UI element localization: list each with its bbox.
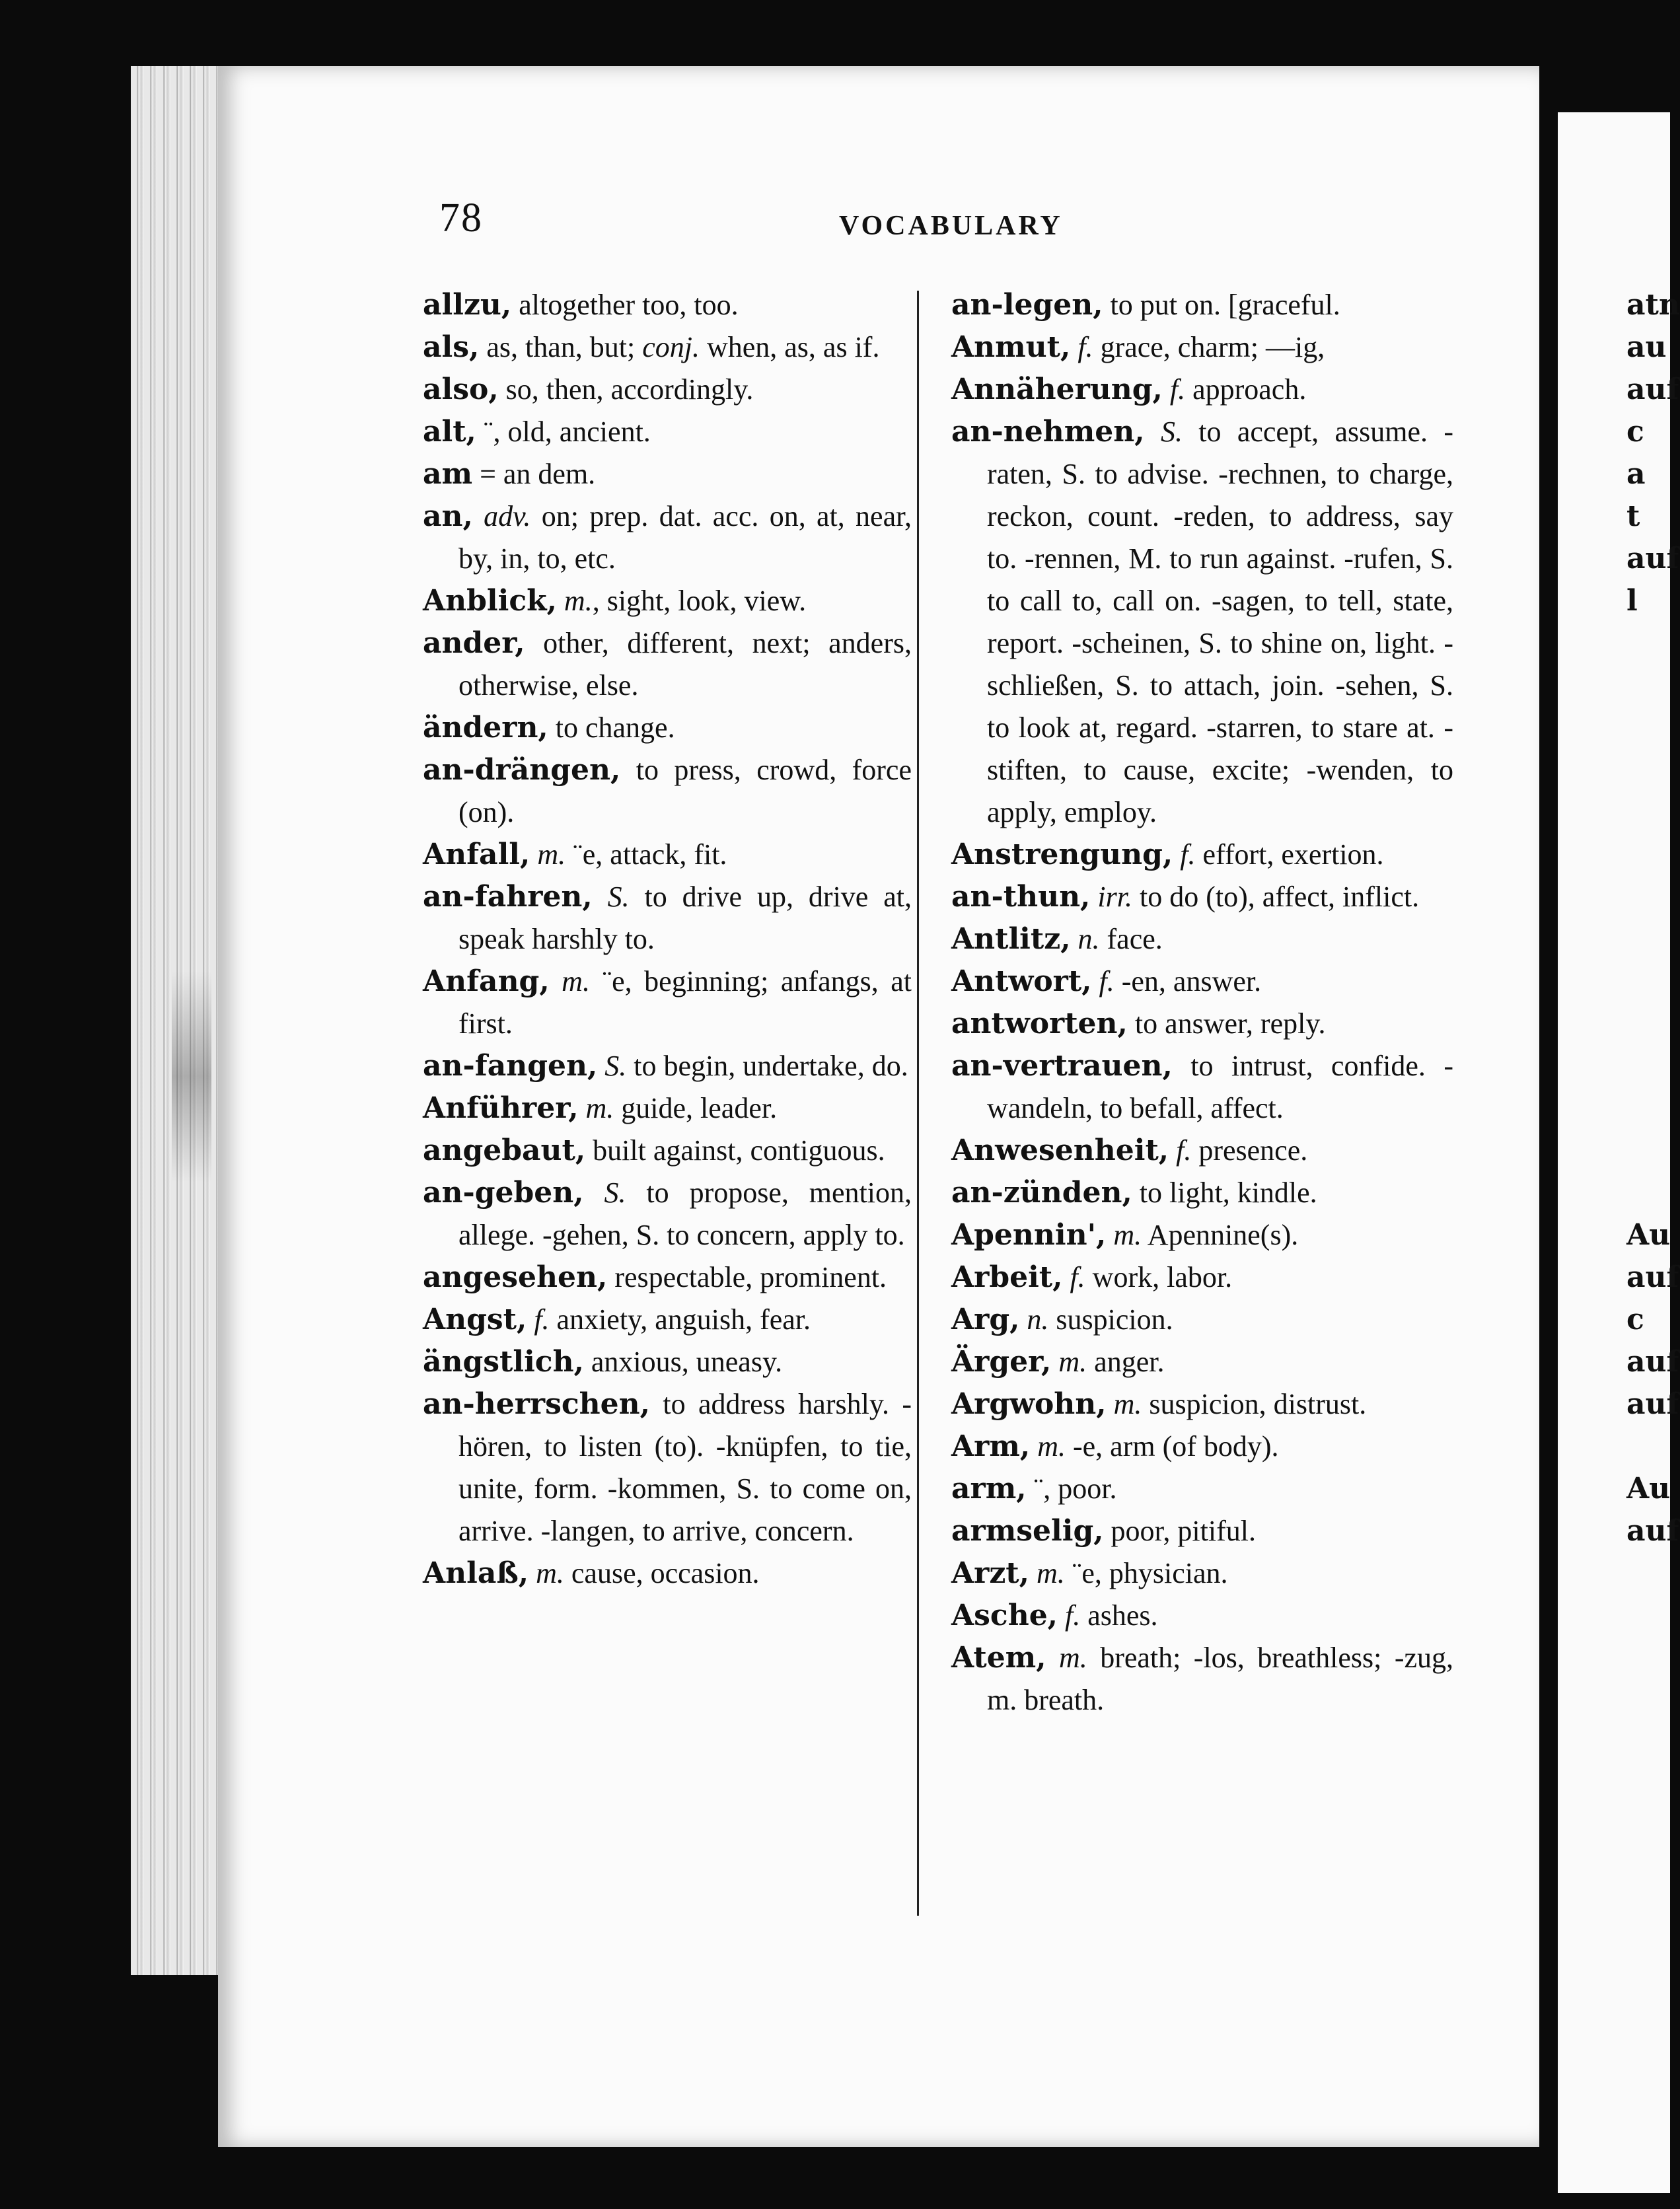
vocab-entry xyxy=(951,1003,1453,1045)
grammar-label: f. xyxy=(1180,838,1196,871)
definition-rest: work, labor. xyxy=(1085,1261,1233,1293)
definition: = an dem. xyxy=(472,458,596,490)
definition xyxy=(1030,1430,1037,1463)
definition xyxy=(550,965,562,997)
definition xyxy=(1029,1557,1037,1589)
adjacent-fragment: a xyxy=(1626,457,1646,491)
headword: alt, xyxy=(423,415,476,449)
definition-rest: cause, occasion. xyxy=(564,1557,760,1589)
definition-rest: to do (to), affect, inflict. xyxy=(1132,881,1420,913)
column-divider xyxy=(917,291,919,1916)
adjacent-fragment xyxy=(1626,665,1667,707)
headword: antworten, xyxy=(951,1007,1128,1040)
adjacent-fragment: auf xyxy=(1626,1345,1679,1379)
definition: to intrust, confide. -wandeln, to befall, affect. xyxy=(987,1050,1453,1124)
definition-rest: suspicion. xyxy=(1048,1303,1173,1336)
vocab-entry xyxy=(951,1510,1453,1552)
grammar-label: f. xyxy=(1077,331,1093,363)
vocab-entry xyxy=(423,1045,912,1087)
headword: Annäherung, xyxy=(951,373,1163,406)
vocab-entry xyxy=(951,326,1453,369)
headword: Anstrengung, xyxy=(951,838,1173,871)
definition xyxy=(1169,1134,1176,1167)
vocab-entry xyxy=(423,1552,912,1595)
headword: ander, xyxy=(423,626,525,660)
definition-rest: to begin, undertake, do. xyxy=(626,1050,908,1082)
definition-rest: grace, charm; —ig, xyxy=(1093,331,1325,363)
definition-rest: , sight, look, view. xyxy=(592,585,807,617)
vocab-entry xyxy=(423,1130,912,1172)
definition: so, then, accordingly. xyxy=(498,373,754,406)
definition-rest: ¨e, physician. xyxy=(1064,1557,1228,1589)
headword: Atem, xyxy=(951,1641,1046,1675)
headword: Anwesenheit, xyxy=(951,1134,1169,1167)
vocab-entry xyxy=(951,834,1453,876)
vocab-entry xyxy=(423,326,912,369)
grammar-label: adv. xyxy=(484,500,531,532)
definition: to light, kindle. xyxy=(1132,1177,1317,1209)
adjacent-fragment: auf xyxy=(1626,542,1679,575)
headword: ängstlich, xyxy=(423,1345,584,1379)
headword: an, xyxy=(423,499,473,533)
vocab-entry xyxy=(423,411,912,453)
definition-rest: to propose, mention, allege. -gehen, S. to concern, apply to. xyxy=(458,1177,912,1251)
vocab-entry xyxy=(951,1341,1453,1383)
grammar-label: m. xyxy=(1037,1430,1066,1463)
vocab-entry xyxy=(423,876,912,960)
definition-rest: to accept, assume. -raten, S. to advise. -rechnen, to charge, reckon, count. -reden, to address, say to. -rennen, M. to run against. -rufen, S. to call to, call on. -sagen, to tell, state, report. -scheinen, S. to shine on, light. -schließen, S. to attach, join. -sehen, S. to look at, regard. -starren, to stare at. -stiften, to cause, excite; -wenden, to apply, employ. xyxy=(987,416,1453,828)
adjacent-fragment xyxy=(1626,749,1667,791)
definition: respectable, prominent. xyxy=(607,1261,887,1293)
headword: an-thun, xyxy=(951,880,1091,914)
definition: to address harshly. -hören, to listen (to). -knüpfen, to tie, unite, form. -kommen, S. to come on, arrive. -langen, to arrive, concern. xyxy=(458,1388,912,1547)
headword: Anmut, xyxy=(951,330,1071,364)
adjacent-fragment xyxy=(1626,791,1667,834)
headword: armselig, xyxy=(951,1514,1104,1548)
headword: Arm, xyxy=(951,1430,1031,1463)
grammar-label: f. xyxy=(1065,1599,1081,1632)
vocab-entry xyxy=(951,1468,1453,1510)
headword: an-fangen, xyxy=(423,1049,598,1083)
definition xyxy=(1107,1388,1114,1420)
definition xyxy=(1070,331,1077,363)
headword: angebaut, xyxy=(423,1134,586,1167)
headword: also, xyxy=(423,373,499,406)
definition: to change. xyxy=(548,711,675,744)
headword: Antlitz, xyxy=(951,922,1071,956)
headword: an-nehmen, xyxy=(951,415,1145,449)
headword: Arg, xyxy=(951,1303,1020,1336)
adjacent-fragment: l xyxy=(1626,584,1638,618)
definition xyxy=(1051,1346,1058,1378)
vocab-entry xyxy=(423,622,912,707)
grammar-label: m. xyxy=(537,838,566,871)
vocab-entry xyxy=(951,1045,1453,1130)
vocab-entry xyxy=(951,1426,1453,1468)
page-number: 78 xyxy=(439,196,483,240)
vocab-entry xyxy=(951,1130,1453,1172)
definition xyxy=(1163,373,1170,406)
vocab-entry xyxy=(951,1256,1453,1299)
definition-rest: guide, leader. xyxy=(614,1092,778,1124)
grammar-label: irr. xyxy=(1097,881,1132,913)
definition-rest: ashes. xyxy=(1080,1599,1158,1632)
definition xyxy=(1071,923,1078,955)
headword: ändern, xyxy=(423,711,548,744)
definition: other, different, next; anders, otherwise, else. xyxy=(458,627,912,702)
definition xyxy=(1145,416,1161,448)
adjacent-fragment: Au xyxy=(1626,1472,1671,1505)
vocab-entry xyxy=(951,284,1453,326)
grammar-label: conj. xyxy=(642,331,700,363)
definition: to press, crowd, force (on). xyxy=(458,754,912,828)
vocab-entry xyxy=(423,580,912,622)
grammar-label: m. xyxy=(1058,1346,1087,1378)
definition-rest: ¨e, attack, fit. xyxy=(566,838,727,871)
definition-rest: -e, arm (of body). xyxy=(1065,1430,1279,1463)
definition: anxious, uneasy. xyxy=(583,1346,783,1378)
headword: an-zünden, xyxy=(951,1176,1132,1210)
grammar-label: m. xyxy=(1036,1557,1065,1589)
definition xyxy=(593,881,608,913)
definition-rest: to drive up, drive at, speak harshly to. xyxy=(458,881,912,955)
headword: Angst, xyxy=(423,1303,527,1336)
definition xyxy=(579,1092,586,1124)
adjacent-fragment xyxy=(1626,918,1667,960)
definition: ¨, poor. xyxy=(1026,1472,1117,1505)
vocab-entry xyxy=(951,1214,1453,1256)
grammar-label: S. xyxy=(607,881,630,913)
vocab-entry xyxy=(951,369,1453,411)
definition xyxy=(584,1177,604,1209)
definition-rest: breath; -los, breathless; -zug, m. breath. xyxy=(987,1642,1453,1716)
headword: an-herrschen, xyxy=(423,1387,650,1421)
adjacent-fragment xyxy=(1626,1130,1667,1172)
adjacent-fragment xyxy=(1626,1087,1667,1130)
definition: built against, contiguous. xyxy=(585,1134,885,1167)
headword: arm, xyxy=(951,1472,1027,1505)
definition xyxy=(1019,1303,1027,1336)
edge-stain xyxy=(172,971,211,1182)
headword: Anfall, xyxy=(423,838,530,871)
vocab-entry xyxy=(423,1172,912,1256)
vocab-entry xyxy=(951,1299,1453,1341)
vocab-entry xyxy=(951,1595,1453,1637)
adjacent-fragment: c xyxy=(1626,415,1644,449)
headword: Asche, xyxy=(951,1599,1058,1632)
adjacent-fragment: au xyxy=(1626,330,1667,364)
headword: Arzt, xyxy=(951,1556,1029,1590)
definition: poor, pitiful. xyxy=(1103,1515,1256,1547)
adjacent-fragment xyxy=(1626,1426,1667,1468)
adjacent-fragment xyxy=(1626,707,1667,749)
adjacent-fragment xyxy=(1626,1003,1667,1045)
headword: Argwohn, xyxy=(951,1387,1107,1421)
grammar-label: S. xyxy=(604,1177,626,1209)
definition-rest: ¨e, beginning; anfangs, at first. xyxy=(458,965,912,1040)
definition-rest: presence. xyxy=(1191,1134,1308,1167)
definition-rest: effort, exertion. xyxy=(1195,838,1384,871)
grammar-label: f. xyxy=(1169,373,1186,406)
headword: angesehen, xyxy=(423,1260,608,1294)
vocab-entry xyxy=(423,1383,912,1552)
adjacent-page-fragments xyxy=(1626,284,1680,1552)
definition: ¨, old, ancient. xyxy=(476,416,651,448)
vocab-entry xyxy=(951,1172,1453,1214)
vocab-entry xyxy=(951,1383,1453,1426)
vocab-entry xyxy=(423,369,912,411)
definition xyxy=(1173,838,1180,871)
grammar-label: n. xyxy=(1027,1303,1049,1336)
headword: Anfang, xyxy=(423,964,550,998)
adjacent-fragment: atn xyxy=(1626,288,1680,322)
headword: Anlaß, xyxy=(423,1556,529,1590)
vocab-entry xyxy=(951,960,1453,1003)
definition xyxy=(473,500,484,532)
definition-rest: when, as, as if. xyxy=(699,331,880,363)
definition: altogether too, too. xyxy=(511,289,739,321)
definition-rest: anxiety, anguish, fear. xyxy=(549,1303,811,1336)
definition xyxy=(597,1050,604,1082)
definition xyxy=(1058,1599,1065,1632)
definition xyxy=(530,838,537,871)
vocab-entry xyxy=(423,749,912,834)
headword: Arbeit, xyxy=(951,1260,1063,1294)
adjacent-fragment xyxy=(1626,834,1667,876)
definition xyxy=(1090,881,1097,913)
vocab-entry xyxy=(423,1299,912,1341)
grammar-label: m. xyxy=(562,965,590,997)
grammar-label: m. xyxy=(1113,1388,1142,1420)
definition xyxy=(527,1303,534,1336)
vocab-entry xyxy=(423,495,912,580)
definition xyxy=(1092,965,1099,997)
vocab-entry xyxy=(423,707,912,749)
adjacent-fragment xyxy=(1626,960,1667,1003)
definition xyxy=(529,1557,536,1589)
right-column xyxy=(951,284,1453,1721)
definition xyxy=(1046,1642,1059,1674)
running-head: VOCABULARY xyxy=(839,211,1063,241)
adjacent-fragment: auf xyxy=(1626,1514,1679,1548)
adjacent-fragment: Au xyxy=(1626,1218,1671,1252)
vocab-entry xyxy=(423,960,912,1045)
headword: Apennin', xyxy=(951,1218,1107,1252)
vocab-entry xyxy=(423,1087,912,1130)
grammar-label: m. xyxy=(1113,1219,1142,1251)
definition-rest: face. xyxy=(1099,923,1163,955)
adjacent-fragment xyxy=(1626,1172,1667,1214)
headword: an-fahren, xyxy=(423,880,593,914)
grammar-label: m. xyxy=(536,1557,564,1589)
adjacent-fragment: auf xyxy=(1626,1387,1679,1421)
adjacent-fragment xyxy=(1626,1045,1667,1087)
definition xyxy=(1106,1219,1113,1251)
vocab-entry xyxy=(951,411,1453,834)
vocab-entry xyxy=(951,876,1453,918)
headword: an-vertrauen, xyxy=(951,1049,1173,1083)
vocab-entry xyxy=(423,284,912,326)
definition-rest: Apennine(s). xyxy=(1142,1219,1299,1251)
grammar-label: S. xyxy=(1160,416,1183,448)
vocab-entry xyxy=(951,1637,1453,1721)
vocab-entry xyxy=(423,1256,912,1299)
grammar-label: f. xyxy=(1070,1261,1085,1293)
headword: an-legen, xyxy=(951,288,1103,322)
vocab-entry xyxy=(423,834,912,876)
vocab-entry xyxy=(951,918,1453,960)
adjacent-fragment: t xyxy=(1626,499,1640,533)
grammar-label: m. xyxy=(585,1092,614,1124)
adjacent-fragment: c xyxy=(1626,1303,1644,1336)
vocab-entry xyxy=(951,1552,1453,1595)
headword: Ärger, xyxy=(951,1345,1052,1379)
headword: Anführer, xyxy=(423,1091,579,1125)
headword: Antwort, xyxy=(951,964,1092,998)
definition xyxy=(557,585,564,617)
grammar-label: f. xyxy=(1176,1134,1192,1167)
adjacent-fragment xyxy=(1626,876,1667,918)
headword: als, xyxy=(423,330,480,364)
definition-rest: approach. xyxy=(1185,373,1307,406)
definition: to answer, reply. xyxy=(1127,1007,1326,1040)
grammar-label: f. xyxy=(1099,965,1114,997)
headword: Anblick, xyxy=(423,584,557,618)
adjacent-fragment xyxy=(1626,622,1667,665)
definition-rest: anger. xyxy=(1087,1346,1165,1378)
definition: as, than, but; xyxy=(479,331,643,363)
grammar-label: m. xyxy=(1059,1642,1087,1674)
adjacent-fragment: auf xyxy=(1626,1260,1679,1294)
definition: to put on. [graceful. xyxy=(1103,289,1340,321)
headword: an-drängen, xyxy=(423,753,621,787)
definition xyxy=(1062,1261,1070,1293)
left-column xyxy=(423,284,912,1595)
grammar-label: S. xyxy=(604,1050,627,1082)
headword: am xyxy=(423,457,473,491)
headword: an-geben, xyxy=(423,1176,584,1210)
grammar-label: f. xyxy=(534,1303,550,1336)
definition-rest: -en, answer. xyxy=(1114,965,1262,997)
headword: allzu, xyxy=(423,288,512,322)
definition-rest: on; prep. dat. acc. on, at, near, by, in, to, etc. xyxy=(458,500,912,575)
grammar-label: n. xyxy=(1077,923,1100,955)
vocab-entry xyxy=(423,1341,912,1383)
vocab-entry xyxy=(423,453,912,495)
definition-rest: suspicion, distrust. xyxy=(1142,1388,1367,1420)
adjacent-fragment: auf xyxy=(1626,373,1679,406)
grammar-label: m. xyxy=(564,585,593,617)
